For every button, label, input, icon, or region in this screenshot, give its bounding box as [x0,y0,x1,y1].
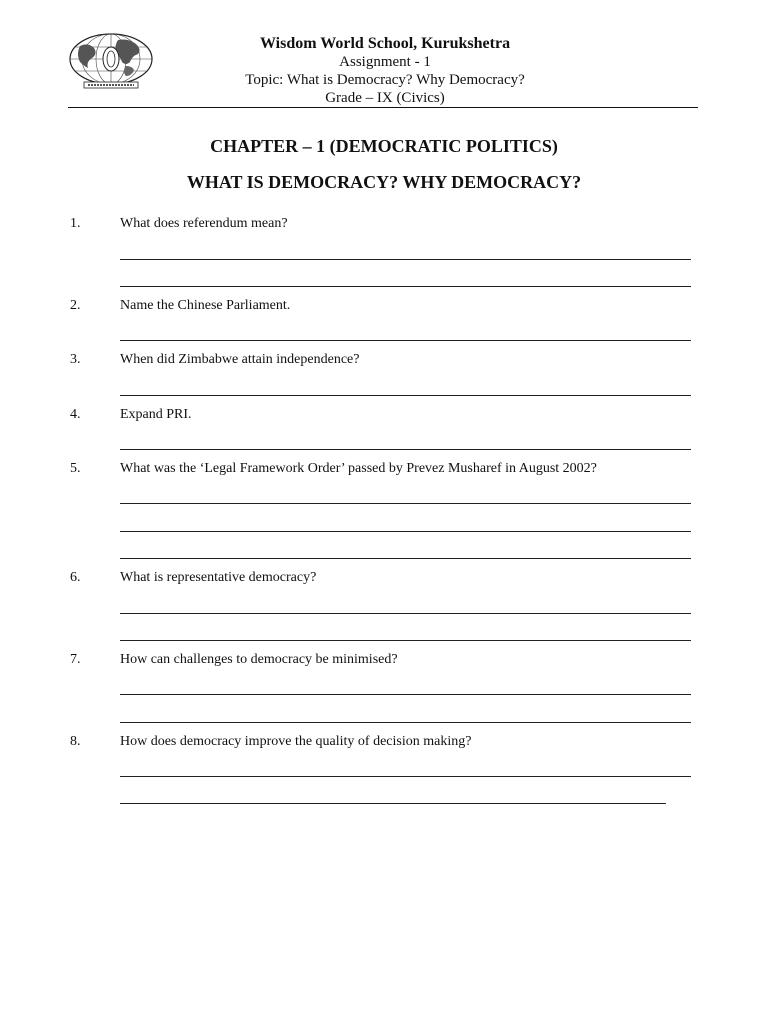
answer-line [120,640,691,641]
question-text: How does democracy improve the quality of decision making? [120,734,472,749]
question-text: Expand PRI. [120,407,192,422]
question-text: How can challenges to democracy be minimised? [120,652,398,667]
header-divider [68,107,698,108]
question-text: When did Zimbabwe attain independence? [120,352,360,367]
answer-line [120,395,691,396]
page-title: WHAT IS DEMOCRACY? WHY DEMOCRACY? [186,172,582,192]
assignment-label: Assignment - 1 [339,54,431,70]
question-number: 8. [70,734,81,749]
answer-line [120,449,691,450]
topic-label: Topic: What is Democracy? Why Democracy? [245,72,525,88]
question-number: 4. [70,407,81,422]
question-text: What was the ‘Legal Framework Order’ passed by Prevez Musharef in August 2002? [120,461,597,476]
document-header [150,34,620,107]
school-name: Wisdom World School, Kurukshetra [259,35,511,52]
answer-line [120,286,691,287]
answer-line [120,558,691,559]
answer-line [120,613,691,614]
answer-line [120,259,691,260]
question-number: 5. [70,461,81,476]
answer-line [120,531,691,532]
chapter-title: CHAPTER – 1 (DEMOCRATIC POLITICS) [210,136,558,156]
question-text: What does referendum mean? [120,216,288,231]
question-number: 7. [70,652,81,667]
question-number: 3. [70,352,81,367]
grade-label: Grade – IX (Civics) [325,90,445,106]
answer-line [120,503,691,504]
answer-line [120,340,691,341]
question-text: Name the Chinese Parliament. [120,298,291,313]
answer-line [120,803,666,804]
question-text: What is representative democracy? [120,570,317,585]
answer-line [120,694,691,695]
answer-line [120,722,691,723]
answer-line [120,776,691,777]
school-logo [68,32,154,90]
globe-emblem-icon [68,32,154,90]
question-number: 6. [70,570,81,585]
question-number: 1. [70,216,81,231]
question-number: 2. [70,298,81,313]
